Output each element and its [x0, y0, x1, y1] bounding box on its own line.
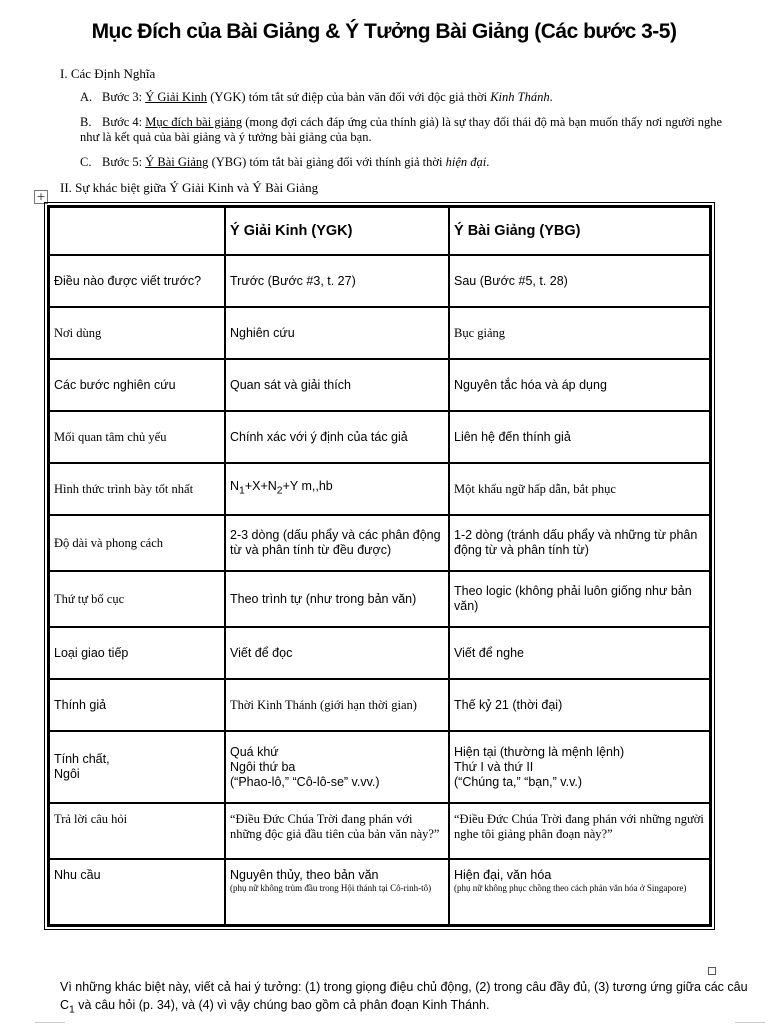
definition-c — [80, 155, 740, 170]
table-row — [49, 515, 710, 571]
definition-end: . — [549, 90, 553, 104]
row-label-cell: Nơi dùng — [49, 307, 225, 359]
formula-cell — [225, 463, 449, 515]
row-label-cell: Điều nào được viết trước? — [49, 255, 225, 307]
header-cell-ygk: Ý Giải Kinh (YGK) — [225, 207, 449, 255]
ygk-cell: Nghiên cứu — [225, 307, 449, 359]
row-label-cell: Nhu cầu — [49, 859, 225, 925]
row-label-cell: Trả lời câu hỏi — [49, 803, 225, 859]
footer-sub: 1 — [69, 1004, 75, 1016]
ybg-cell: Thế kỷ 21 (thời đại) — [449, 679, 710, 731]
ybg-cell: Liên hệ đến thính giả — [449, 411, 710, 463]
page-title: Mục Đích của Bài Giảng & Ý Tưởng Bài Giảng (Các bước 3-5) — [91, 20, 677, 43]
need-note: (phụ nữ không trùm đầu trong Hội thánh tại Cô-rinh-tô) — [230, 883, 432, 893]
definition-italic: hiện đại — [445, 155, 487, 169]
formula-end: +Y m,,hb — [282, 479, 333, 494]
definition-italic: Kinh Thánh — [490, 90, 550, 104]
row-label-cell: Thứ tự bố cục — [49, 571, 225, 627]
need-value: Hiện đại, văn hóa — [454, 868, 552, 882]
page-edge-line — [35, 1022, 65, 1023]
table-header-row — [49, 207, 710, 255]
definition-end: . — [486, 155, 490, 169]
ybg-cell: Sau (Bước #5, t. 28) — [449, 255, 710, 307]
definition-term: Mục đích bài giảng — [145, 115, 243, 129]
table-row — [49, 627, 710, 679]
need-value: Nguyên thủy, theo bản văn — [230, 868, 379, 882]
row-label-cell: Các bước nghiên cứu — [49, 359, 225, 411]
header-cell-ybg: Ý Bài Giảng (YBG) — [449, 207, 710, 255]
row-label-cell: Tính chất, Ngôi — [49, 731, 225, 803]
table-resize-handle[interactable] — [708, 967, 716, 975]
ygk-cell: Thời Kinh Thánh (giới hạn thời gian) — [225, 679, 449, 731]
definition-prefix: Bước 3: — [102, 90, 146, 104]
definition-term: Ý Bài Giảng — [145, 155, 209, 169]
row-label-cell: Hình thức trình bày tốt nhất — [49, 463, 225, 515]
table-row — [49, 859, 710, 925]
row-label-cell: Mối quan tâm chủ yếu — [49, 411, 225, 463]
section-2-heading: II. Sự khác biệt giữa Ý Giải Kinh và Ý Bài Giảng — [60, 180, 319, 195]
row-label-cell: Loại giao tiếp — [49, 627, 225, 679]
row-label-cell: Thính giả — [49, 679, 225, 731]
definition-text: (YGK) tóm tắt sứ điệp của bản văn đối với độc giả thời — [207, 90, 491, 104]
ygk-cell: “Điều Đức Chúa Trời đang phán với những độc giả đầu tiên của bản văn này?” — [225, 803, 449, 859]
table-row — [49, 731, 710, 803]
table-row — [49, 411, 710, 463]
footer-text: Vì những khác biệt này, viết cả hai ý tưởng: (1) trong giọng điệu chủ động, (2) trong câu đầy đủ, (3) tương ứng giữa các câu C — [60, 980, 748, 1012]
definition-term: Ý Giải Kinh — [145, 90, 208, 104]
ybg-cell: Một khẩu ngữ hấp dẫn, bắt phục — [449, 463, 710, 515]
definition-label: A. — [80, 90, 93, 104]
ybg-cell: 1-2 dòng (tránh dấu phẩy và những từ phân động từ và phân tính từ) — [449, 515, 710, 571]
formula-n: N — [230, 479, 240, 494]
table-row — [49, 359, 710, 411]
definition-label: B. — [80, 115, 92, 129]
ybg-cell: Bục giảng — [449, 307, 710, 359]
formula-sub: 1 — [239, 485, 245, 497]
definition-prefix: Bước 4: — [102, 115, 146, 129]
ygk-cell: Trước (Bước #3, t. 27) — [225, 255, 449, 307]
table-row — [49, 463, 710, 515]
ygk-cell: 2-3 dòng (dấu phẩy và các phân động từ và phân tính từ đều được) — [225, 515, 449, 571]
ybg-cell: Nguyên tắc hóa và áp dụng — [449, 359, 710, 411]
table-row — [49, 255, 710, 307]
ygk-cell: Quá khứ Ngôi thứ ba (“Phao-lô,” “Cô-lô-se” v.vv.) — [225, 731, 449, 803]
formula-mid: +X+N — [244, 479, 277, 494]
ybg-cell: Hiện tại (thường là mệnh lệnh) Thứ I và thứ II (“Chúng ta,” “bạn,” v.v.) — [449, 731, 710, 803]
table-row — [49, 803, 710, 859]
table-row — [49, 679, 710, 731]
definition-b — [80, 115, 740, 145]
definition-prefix: Bước 5: — [102, 155, 146, 169]
ygk-cell — [225, 859, 449, 925]
ygk-cell: Theo trình tự (như trong bản văn) — [225, 571, 449, 627]
ygk-cell: Viết để đọc — [225, 627, 449, 679]
section-1-heading: I. Các Định Nghĩa — [60, 66, 156, 81]
footer-paragraph — [60, 978, 750, 1020]
definition-label: C. — [80, 155, 92, 169]
ybg-cell — [449, 859, 710, 925]
row-label-cell: Độ dài và phong cách — [49, 515, 225, 571]
ygk-cell: Quan sát và giải thích — [225, 359, 449, 411]
table-row — [49, 307, 710, 359]
footer-text-end: và câu hỏi (p. 34), và (4) vì vậy chúng bao gồm cả phân đoạn Kinh Thánh. — [74, 998, 490, 1012]
ybg-cell: Theo logic (không phải luôn giống như bản văn) — [449, 571, 710, 627]
page-edge-line — [735, 1022, 765, 1023]
need-note: (phụ nữ không phục chồng theo cách phản văn hóa ở Singapore) — [454, 883, 687, 893]
header-cell — [49, 207, 225, 255]
ybg-cell: “Điều Đức Chúa Trời đang phán với những người nghe tôi giảng phân đoạn này?” — [449, 803, 710, 859]
comparison-table — [47, 205, 712, 927]
definition-text: (mong đợi cách đáp ứng của thính giả) là sự thay đổi thái độ mà bạn muốn thấy nơi người nghe như là kết quả của bài giảng và ý tưởng bài giảng của bạn. — [80, 115, 723, 144]
definition-text: (YBG) tóm tắt bài giảng đối với thính giả thời — [208, 155, 446, 169]
formula-sub: 2 — [276, 485, 283, 497]
ygk-cell: Chính xác với ý định của tác giả — [225, 411, 449, 463]
definition-a — [80, 90, 740, 105]
ybg-cell: Viết để nghe — [449, 627, 710, 679]
table-row — [49, 571, 710, 627]
table-move-handle-icon[interactable]: + — [34, 190, 48, 204]
